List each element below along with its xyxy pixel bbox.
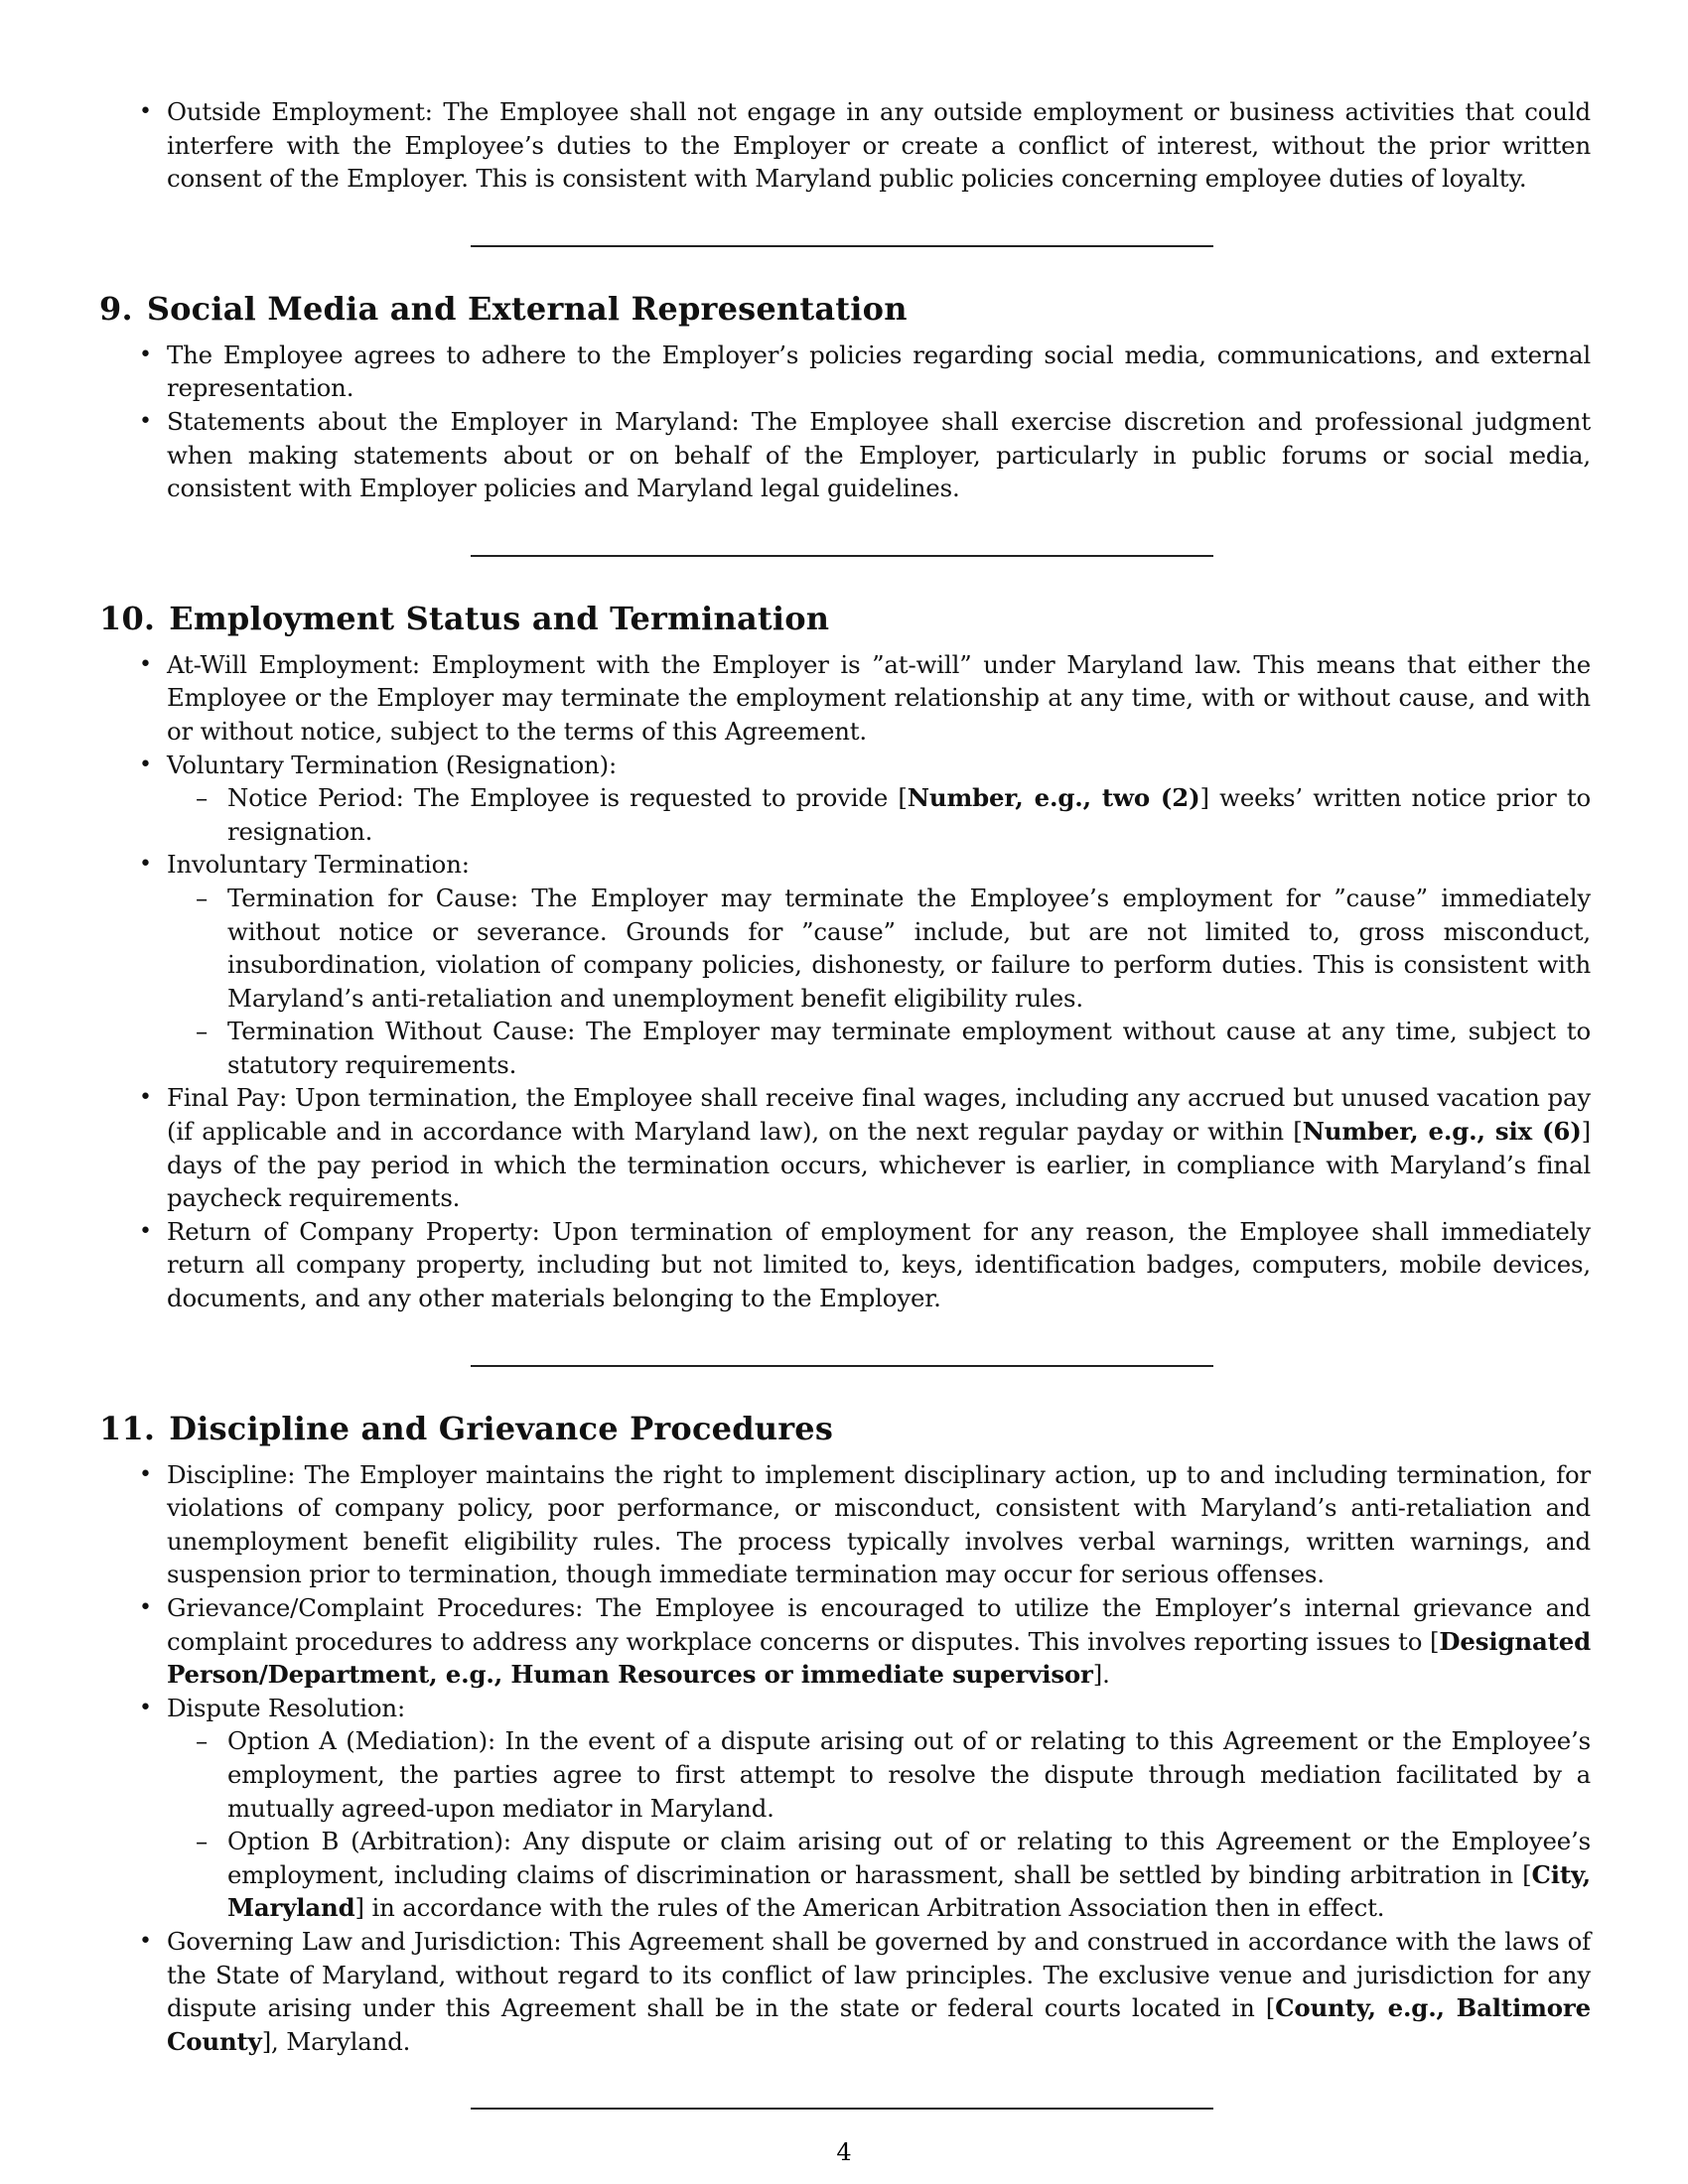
list-item-label: Voluntary Termination (Resignation): bbox=[167, 750, 618, 779]
section-11-list bbox=[99, 1458, 1591, 2059]
sub-list-item: – Termination Without Cause: The Employer may terminate employment without cause at any time, subject to statutory requirements. bbox=[227, 1015, 1591, 1081]
text-run: ]. bbox=[1092, 1660, 1110, 1690]
section-9-heading bbox=[99, 289, 1591, 329]
sub-list-item bbox=[227, 781, 1591, 848]
text-run: Notice Period: The Employee is requested to provide [ bbox=[227, 783, 908, 813]
list-item bbox=[167, 848, 1591, 1081]
list-item: • Return of Company Property: Upon termination of employment for any reason, the Employee shall immediately return all company property, including but not limited to, keys, identification badges, computers, mobile devices, documents, and any other materials belonging to the Employer. bbox=[167, 1215, 1591, 1315]
list-item bbox=[167, 749, 1591, 849]
list-item: • The Employee agrees to adhere to the Employer’s policies regarding social media, communications, and external representation. bbox=[167, 339, 1591, 405]
placeholder-field: Number, e.g., six (6) bbox=[1302, 1117, 1582, 1147]
section-10-list bbox=[99, 648, 1591, 1315]
placeholder-field: Designated Person/Department, e.g., Human Resources or immediate supervisor bbox=[167, 1626, 1591, 1690]
section-number: 11. bbox=[99, 1409, 156, 1447]
text-run: Option B (Arbitration): Any dispute or claim arising out of or relating to this Agreement or the Employee’s employment, including claims of discrimination or harassment, shall be settled by binding arbitration in [ bbox=[227, 1827, 1591, 1889]
outside-employment-list bbox=[99, 95, 1591, 196]
sub-list bbox=[167, 882, 1591, 1082]
section-title: Social Media and External Representation bbox=[146, 289, 908, 328]
sub-list bbox=[167, 1724, 1591, 1925]
section-9-list bbox=[99, 339, 1591, 505]
list-item bbox=[167, 1591, 1591, 1692]
section-10-heading bbox=[99, 599, 1591, 638]
section-divider bbox=[471, 555, 1213, 557]
list-item-label: Dispute Resolution: bbox=[167, 1693, 406, 1722]
text-run: Governing Law and Jurisdiction: This Agreement shall be governed by and construed in accordance with the laws of the State of Maryland, without regard to its conflict of law principles. The exclusive venue and jurisdiction for any dispute arising under this Agreement shall be in the state or federal courts located in [ bbox=[167, 1926, 1591, 2023]
list-item: • At-Will Employment: Employment with the Employer is ”at-will” under Maryland law. This means that either the Employee or the Employer may terminate the employment relationship at any time, with or without cause, and with or without notice, subject to the terms of this Agreement. bbox=[167, 648, 1591, 749]
list-item bbox=[167, 1925, 1591, 2058]
list-item: • Statements about the Employer in Maryland: The Employee shall exercise discretion and professional judgment when making statements about or on behalf of the Employer, particularly in public forums or social media, consistent with Employer policies and Maryland legal guidelines. bbox=[167, 405, 1591, 505]
outside-employment-item: • Outside Employment: The Employee shall not engage in any outside employment or business activities that could interfere with the Employee’s duties to the Employer or create a conflict of interest, without the prior written consent of the Employer. This is consistent with Maryland public policies concerning employee duties of loyalty. bbox=[167, 95, 1591, 196]
section-divider bbox=[471, 1365, 1213, 1367]
section-title: Employment Status and Termination bbox=[169, 599, 830, 637]
list-item bbox=[167, 1692, 1591, 1925]
section-11-heading bbox=[99, 1409, 1591, 1448]
text-run: Final Pay: Upon termination, the Employee shall receive final wages, including any accrued but unused vacation pay (if applicable and in accordance with Maryland law), on the next regular payday or within [ bbox=[167, 1083, 1591, 1147]
sub-list bbox=[167, 781, 1591, 848]
document-page bbox=[99, 95, 1591, 2110]
section-title: Discipline and Grievance Procedures bbox=[169, 1409, 834, 1447]
sub-list-item bbox=[227, 1825, 1591, 1925]
placeholder-field: Number, e.g., two (2) bbox=[907, 783, 1200, 813]
section-divider bbox=[471, 245, 1213, 247]
placeholder-field: County, e.g., Baltimore County bbox=[167, 1993, 1591, 2056]
list-item-label: Involuntary Termination: bbox=[167, 850, 470, 880]
sub-list-item: – Option A (Mediation): In the event of a dispute arising out of or relating to this Agreement or the Employee’s employment, the parties agree to first attempt to resolve the dispute through mediation facilitated by a mutually agreed-upon mediator in Maryland. bbox=[227, 1724, 1591, 1825]
section-number: 10. bbox=[99, 599, 156, 637]
placeholder-field: City, Maryland bbox=[227, 1859, 1591, 1923]
list-item bbox=[167, 1081, 1591, 1214]
page-number: 4 bbox=[836, 2138, 852, 2166]
sub-list-item: – Termination for Cause: The Employer may terminate the Employee’s employment for ”cause” immediately without notice or severance. Grounds for ”cause” include, but are not limited to, gross misconduct, insubordination, violation of company policies, dishonesty, or failure to perform duties. This is consistent with Maryland’s anti-retaliation and unemployment benefit eligibility rules. bbox=[227, 882, 1591, 1015]
text-run: ] in accordance with the rules of the American Arbitration Association then in effect. bbox=[354, 1893, 1385, 1923]
list-item: • Discipline: The Employer maintains the right to implement disciplinary action, up to and including termination, for violations of company policy, poor performance, or misconduct, consistent with Maryland’s anti-retaliation and unemployment benefit eligibility rules. The process typically involves verbal warnings, written warnings, and suspension prior to termination, though immediate termination may occur for serious offenses. bbox=[167, 1458, 1591, 1591]
text-run: ], Maryland. bbox=[261, 2026, 411, 2056]
text-run: ] weeks’ written notice prior to resignation. bbox=[227, 783, 1591, 846]
text-run: Grievance/Complaint Procedures: The Employee is encouraged to utilize the Employer’s internal grievance and complaint procedures to address any workplace concerns or disputes. This involves reporting issues to [ bbox=[167, 1593, 1591, 1656]
section-number: 9. bbox=[99, 289, 133, 328]
text-run: ] days of the pay period in which the termination occurs, whichever is earlier, in compliance with Maryland’s final paycheck requirements. bbox=[167, 1117, 1591, 1213]
section-divider bbox=[471, 2108, 1213, 2110]
